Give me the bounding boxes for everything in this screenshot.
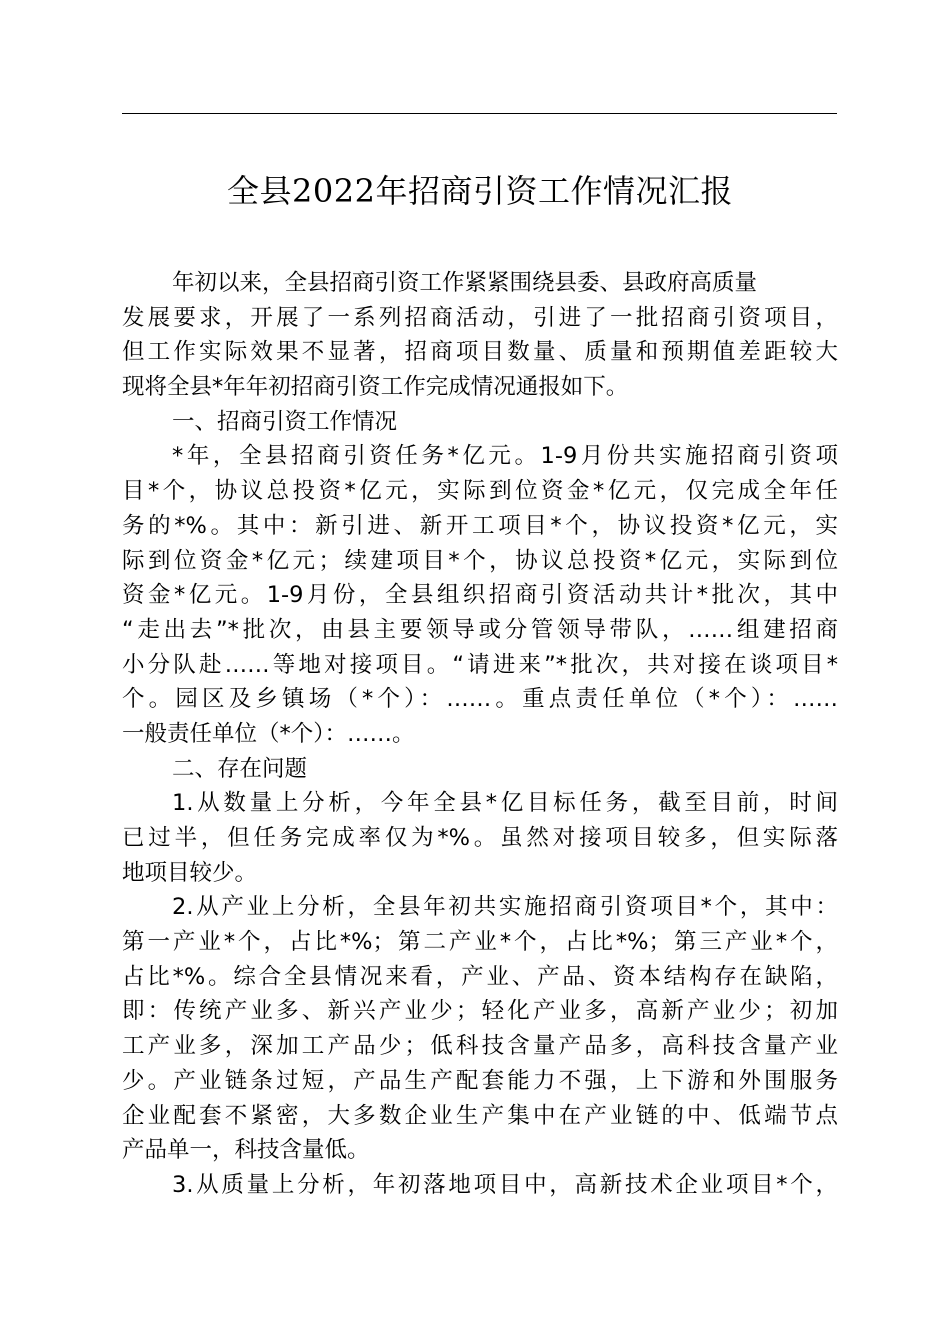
paragraph-line: 占比*%。综合全县情况来看，产业、产品、资本结构存在缺陷， <box>122 963 838 990</box>
paragraph-line: 个。园区及乡镇场（*个）：……。重点责任单位（*个）：…… <box>122 686 838 713</box>
paragraph-line: “走出去”*批次，由县主要领导或分管领导带队，……组建招商 <box>122 616 838 643</box>
paragraph-line: 年初以来，全县招商引资工作紧紧围绕县委、县政府高质量 <box>172 270 758 296</box>
paragraph-line: 际到位资金*亿元；续建项目*个，协议总投资*亿元，实际到位 <box>122 547 838 574</box>
paragraph-line: 一般责任单位（*个）：……。 <box>122 720 415 747</box>
section-heading: 一、招商引资工作情况 <box>172 408 398 435</box>
paragraph-line: 现将全县*年年初招商引资工作完成情况通报如下。 <box>122 374 629 401</box>
paragraph-line: 2.从产业上分析，全县年初共实施招商引资项目*个，其中： <box>172 894 838 921</box>
paragraph-line: 目*个，协议总投资*亿元，实际到位资金*亿元，仅完成全年任 <box>122 478 838 505</box>
section-heading: 二、存在问题 <box>172 755 308 782</box>
paragraph-line: 务的*%。其中：新引进、新开工项目*个，协议投资*亿元，实 <box>122 512 838 539</box>
paragraph-line: 1.从数量上分析，今年全县*亿目标任务，截至目前，时间 <box>172 790 838 817</box>
header-rule <box>122 113 837 114</box>
paragraph-line: 地项目较少。 <box>122 859 258 886</box>
paragraph-line: 第一产业*个，占比*%；第二产业*个，占比*%；第三产业*个， <box>122 929 838 956</box>
paragraph-line: 发展要求，开展了一系列招商活动，引进了一批招商引资项目， <box>122 304 838 331</box>
paragraph-line: 企业配套不紧密，大多数企业生产集中在产业链的中、低端节点 <box>122 1102 838 1129</box>
paragraph-line: 工产业多，深加工产品少；低科技含量产品多，高科技含量产业 <box>122 1033 838 1060</box>
paragraph-line: 小分队赴……等地对接项目。“请进来”*批次，共对接在谈项目* <box>122 651 838 678</box>
paragraph-line: *年，全县招商引资任务*亿元。1-9月份共实施招商引资项 <box>172 443 838 470</box>
paragraph-line: 已过半，但任务完成率仅为*%。虽然对接项目较多，但实际落 <box>122 825 838 851</box>
document-body <box>122 266 838 1203</box>
paragraph-line: 少。产业链条过短，产品生产配套能力不强，上下游和外围服务 <box>122 1067 838 1094</box>
paragraph-line: 3.从质量上分析，年初落地项目中，高新技术企业项目*个， <box>172 1171 838 1198</box>
document-title: 全县2022年招商引资工作情况汇报 <box>227 172 733 210</box>
paragraph-line: 但工作实际效果不显著，招商项目数量、质量和预期值差距较大 <box>122 339 838 366</box>
paragraph-line: 产品单一，科技含量低。 <box>122 1137 370 1164</box>
paragraph-line: 即：传统产业多、新兴产业少；轻化产业多，高新产业少；初加 <box>122 998 838 1025</box>
paragraph-line: 资金*亿元。1-9月份，全县组织招商引资活动共计*批次，其中 <box>122 582 838 609</box>
